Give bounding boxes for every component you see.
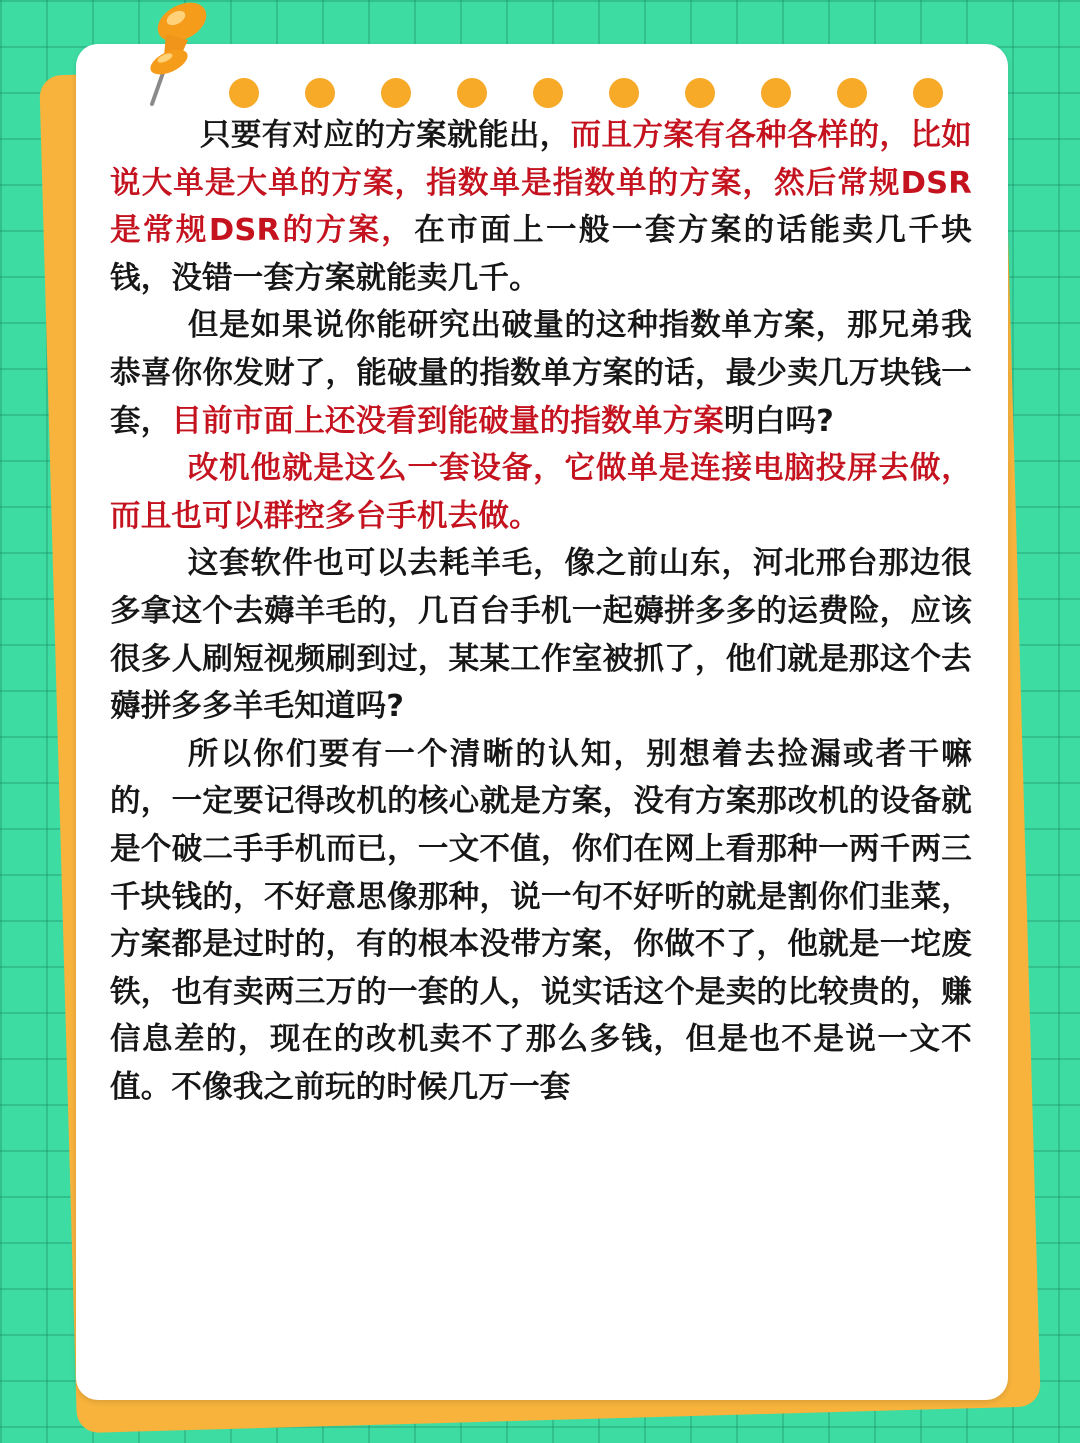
paragraph bbox=[110, 112, 972, 302]
dot bbox=[457, 78, 487, 108]
dot-row bbox=[229, 78, 929, 108]
dot bbox=[761, 78, 791, 108]
paragraph bbox=[110, 731, 972, 1112]
push-pin-icon bbox=[138, 0, 218, 110]
body-text: 这套软件也可以去耗羊毛，像之前山东，河北邢台那边很多拿这个去薅羊毛的，几百台手机一起薅拼多多的运费险，应该很多人刷短视频刷到过，某某工作室被抓了，他们就是那这个去薅拼多多羊毛知道吗? bbox=[110, 546, 972, 725]
highlighted-text: 而且方案有各种各样的，比如说大单是大单的方案，指数单是指数单的方案，然后常规DSR是常规DSR的方案， bbox=[110, 118, 972, 249]
paragraph bbox=[110, 540, 972, 730]
body-text: 明白吗? bbox=[724, 403, 835, 439]
body-text: 在市面上一般一套方案的话能卖几千块钱，没错一套方案就能卖几千。 bbox=[110, 213, 972, 296]
dot bbox=[381, 78, 411, 108]
body-text: 但是如果说你能研究出破量的这种指数单方案，那兄弟我恭喜你你发财了，能破量的指数单方案的话，最少卖几万块钱一套， bbox=[110, 308, 972, 439]
dot bbox=[533, 78, 563, 108]
body-text: 只要有对应的方案就能出， bbox=[199, 118, 571, 153]
highlighted-text: 改机他就是这么一套设备，它做单是连接电脑投屏去做，而且也可以群控多台手机去做。 bbox=[110, 451, 972, 534]
dot bbox=[685, 78, 715, 108]
paragraph bbox=[110, 445, 972, 540]
body-text: 所以你们要有一个清晰的认知，别想着去捡漏或者干嘛的，一定要记得改机的核心就是方案，没有方案那改机的设备就是个破二手手机而已，一文不值，你们在网上看那种一两千两三千块钱的，不好意思像那种，说一句不好听的就是割你们韭菜，方案都是过时的，有的根本没带方案，你做不了，他就是一坨废铁，也有卖两三万的一套的人，说实话这个是卖的比较贵的，赚信息差的，现在的改机卖不了那么多钱，但是也不是说一文不值。不像我之前玩的时候几万一套 bbox=[110, 736, 972, 1105]
dot bbox=[913, 78, 943, 108]
dot bbox=[229, 78, 259, 108]
dot bbox=[305, 78, 335, 108]
highlighted-text: 目前市面上还没看到能破量的指数单方案 bbox=[171, 403, 725, 439]
article-body bbox=[110, 112, 972, 1111]
paragraph bbox=[110, 302, 972, 445]
dot bbox=[609, 78, 639, 108]
dot bbox=[837, 78, 867, 108]
